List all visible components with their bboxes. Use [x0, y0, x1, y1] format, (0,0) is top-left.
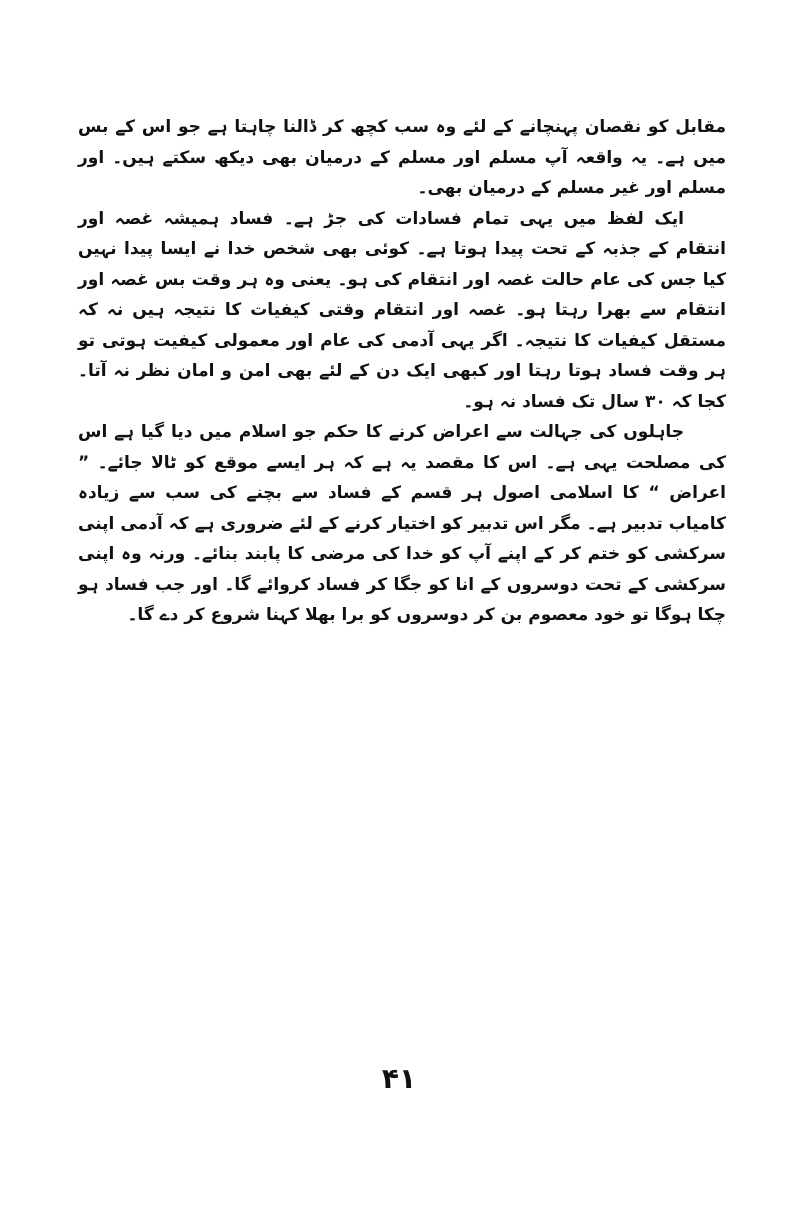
- page-number: ۴۱: [381, 1062, 417, 1095]
- page-body-text: [78, 112, 726, 631]
- paragraph-3: جاہلوں کی جہالت سے اعراض کرنے کا حکم جو اسلام میں دیا گیا ہے اس کی مصلحت یہی ہے۔ اس کا مقصد یہ ہے کہ ہر ایسے موقع کو ٹالا جائے۔ ” اعراض “ کا اسلامی اصول ہر قسم کے فساد سے بچنے کی سب سے زیادہ کامیاب تدبیر ہے۔ مگر اس تدبیر کو اختیار کرنے کے لئے ضروری ہے کہ آدمی اپنی سرکشی کو ختم کر کے اپنے آپ کو خدا کی مرضی کا پابند بنائے۔ ورنہ وہ اپنی سرکشی کے تحت دوسروں کے انا کو جگا کر فساد کروائے گا۔ اور جب فساد ہو چکا ہوگا تو خود معصوم بن کر دوسروں کو برا بھلا کہنا شروع کر دے گا۔: [78, 422, 726, 625]
- paragraph-2: ایک لفظ میں یہی تمام فسادات کی جڑ ہے۔ فساد ہمیشہ غصہ اور انتقام کے جذبہ کے تحت پیدا ہوتا ہے۔ کوئی بھی شخص خدا نے ایسا پیدا نہیں کیا جس کی عام حالت غصہ اور انتقام کی ہو۔ یعنی وہ ہر وقت بس غصہ اور انتقام سے بھرا رہتا ہو۔ غصہ اور انتقام وقتی کیفیات کا نتیجہ ہیں نہ کہ مستقل کیفیات کا نتیجہ۔ اگر یہی آدمی کی عام اور معمولی کیفیت ہوتی تو ہر وقت فساد ہوتا رہتا اور کبھی ایک دن کے لئے بھی امن و امان نظر نہ آتا۔ کجا کہ ۳۰ سال تک فساد نہ ہو۔: [78, 208, 726, 412]
- paragraph-1: مقابل کو نقصان پہنچانے کے لئے وہ سب کچھ کر ڈالنا چاہتا ہے جو اس کے بس میں ہے۔ یہ واقعہ آپ مسلم اور مسلم کے درمیان بھی دیکھ سکتے ہیں۔ اور مسلم اور غیر مسلم کے درمیان بھی۔: [78, 117, 726, 198]
